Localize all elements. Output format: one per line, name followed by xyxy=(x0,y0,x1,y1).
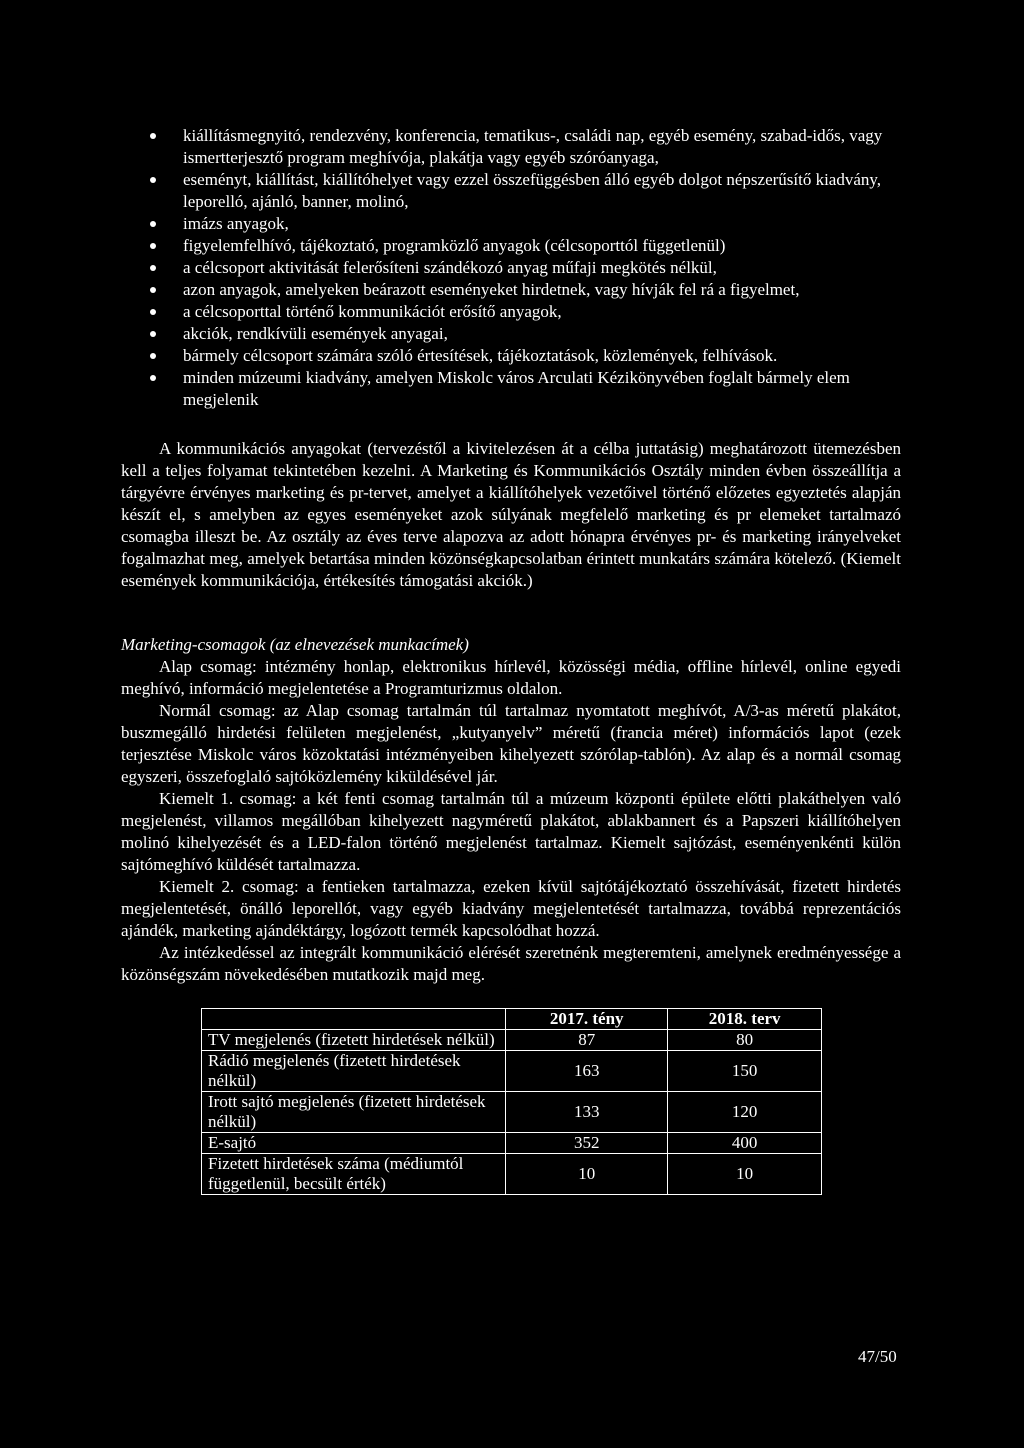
table-cell-2018: 150 xyxy=(668,1051,822,1092)
package-paragraph-basic: Alap csomag: intézmény honlap, elektronikus hírlevél, közösségi média, offline hírlevél, online egyedi meghívó, információ megjelentetése a Programturizmus oldalon. xyxy=(121,657,901,698)
table-row-label: TV megjelenés (fizetett hirdetések nélkül) xyxy=(202,1030,506,1051)
table-row xyxy=(202,1154,822,1195)
table-row-label: Fizetett hirdetések száma (médiumtól függetlenül, becsült érték) xyxy=(202,1154,506,1195)
table-row xyxy=(202,1051,822,1092)
list-item-text: figyelemfelhívó, tájékoztató, programközlő anyagok (célcsoporttól függetlenül) xyxy=(183,236,726,255)
bullet-icon xyxy=(150,221,156,227)
table-cell-2017: 87 xyxy=(506,1030,668,1051)
table-header-row xyxy=(202,1009,822,1030)
table-row xyxy=(202,1092,822,1133)
communication-paragraph-block xyxy=(121,438,901,592)
list-item-text: akciók, rendkívüli események anyagai, xyxy=(183,324,448,343)
page-number: 47/50 xyxy=(858,1347,897,1366)
list-item-text: imázs anyagok, xyxy=(183,214,289,233)
list-item xyxy=(150,323,910,345)
list-item-text: eseményt, kiállítást, kiállítóhelyet vagy ezzel összefüggésben álló egyéb dolgot népszerűsítő kiadvány, leporelló, ajánló, banner, molinó, xyxy=(183,170,882,211)
bullet-icon xyxy=(150,177,156,183)
package-paragraph-featured-1: Kiemelt 1. csomag: a két fenti csomag tartalmán túl a múzeum központi épülete előtti plakáthelyen való megjelenést, villamos megállóban kihelyezett nagyméretű plakátot, ablakbannert és a Papszeri kiállítóhelyen molinó kihelyezését és a LED-falon történő megjelenést tartalmaz. Kiemelt sajtózást, eseményenkénti külön sajtómeghívó küldését tartalmazza. xyxy=(121,789,901,874)
list-item-text: bármely célcsoport számára szóló értesítések, tájékoztatások, közlemények, felhívások. xyxy=(183,346,778,365)
bullet-icon xyxy=(150,309,156,315)
list-item xyxy=(150,125,910,169)
list-item-text: a célcsoporttal történő kommunikációt erősítő anyagok, xyxy=(183,302,562,321)
list-item-text: a célcsoport aktivitását felerősíteni szándékozó anyag műfaji megkötés nélkül, xyxy=(183,258,717,277)
media-stats-table xyxy=(201,1008,822,1195)
table-cell-2018: 10 xyxy=(668,1154,822,1195)
list-item-text: azon anyagok, amelyeken beárazott eseményeket hirdetnek, vagy hívják fel rá a figyelmet, xyxy=(183,280,800,299)
packages-heading: Marketing-csomagok (az elnevezések munkacímek) xyxy=(121,635,469,654)
bullet-icon xyxy=(150,287,156,293)
list-item xyxy=(150,257,910,279)
table-cell-2018: 80 xyxy=(668,1030,822,1051)
marketing-packages-section xyxy=(121,634,901,986)
table-row xyxy=(202,1133,822,1154)
table-cell-2017: 352 xyxy=(506,1133,668,1154)
table-row-label: Rádió megjelenés (fizetett hirdetések nélkül) xyxy=(202,1051,506,1092)
package-paragraph-featured-2: Kiemelt 2. csomag: a fentieken tartalmazza, ezeken kívül sajtótájékoztató összehívását, fizetett hirdetés megjelentetését, önálló leporellót, vagy egyéb kiadvány megjelentetését tartalmazza, továbbá reprezentációs ajándék, marketing ajándéktárgy, logózott termék kapcsolódhat hozzá. xyxy=(121,877,901,940)
list-item-text: minden múzeumi kiadvány, amelyen Miskolc város Arculati Kézikönyvében foglalt bármely elem megjelenik xyxy=(183,368,850,409)
list-item-text: kiállításmegnyitó, rendezvény, konferencia, tematikus-, családi nap, egyéb esemény, szabad-idős, vagy ismertterjesztő program meghívója, plakátja vagy egyéb szóróanyaga, xyxy=(183,126,883,167)
table-cell-2017: 163 xyxy=(506,1051,668,1092)
bullet-icon xyxy=(150,375,156,381)
table-cell-2017: 133 xyxy=(506,1092,668,1133)
list-item xyxy=(150,301,910,323)
table-row xyxy=(202,1030,822,1051)
table-header-empty xyxy=(202,1009,506,1030)
bullet-icon xyxy=(150,133,156,139)
communication-paragraph: A kommunikációs anyagokat (tervezéstől a kivitelezésen át a célba juttatásig) meghatározott ütemezésben kell a teljes folyamat tekintetében kezelni. A Marketing és Kommunikációs Osztály minden évben összeállítja a tárgyévre érvényes marketing és pr-tervet, amelyet a kiállítóhelyek vezetőivel történő előzetes egyeztetés alapján készít el, s amelyben az egyes eseményeket azok súlyának megfelelő marketing és pr elemeket tartalmazó csomagba illeszt be. Az osztály az éves terve alapozva az adott hónapra érvényes pr- és marketing irányelveket fogalmazhat meg, amelyek betartása minden közönségkapcsolatban érintett munkatárs számára kötelező. (Kiemelt események kommunikációja, értékesítés támogatási akciók.) xyxy=(121,439,901,590)
list-item xyxy=(150,345,910,367)
bullet-list xyxy=(150,125,910,411)
bullet-icon xyxy=(150,243,156,249)
closing-paragraph: Az intézkedéssel az integrált kommunikáció elérését szeretnénk megteremteni, amelynek eredményessége a közönségszám növekedésében mutatkozik majd meg. xyxy=(121,943,901,984)
table-row-label: Irott sajtó megjelenés (fizetett hirdetések nélkül) xyxy=(202,1092,506,1133)
table-cell-2018: 400 xyxy=(668,1133,822,1154)
list-item xyxy=(150,235,910,257)
table-row-label: E-sajtó xyxy=(202,1133,506,1154)
list-item xyxy=(150,279,910,301)
table-header-2018: 2018. terv xyxy=(668,1009,822,1030)
list-item xyxy=(150,213,910,235)
table-cell-2017: 10 xyxy=(506,1154,668,1195)
bullet-icon xyxy=(150,353,156,359)
list-item xyxy=(150,367,910,411)
bullet-icon xyxy=(150,331,156,337)
table-header-2017: 2017. tény xyxy=(506,1009,668,1030)
package-paragraph-normal: Normál csomag: az Alap csomag tartalmán túl tartalmaz nyomtatott meghívót, A/3-as méretű plakátot, buszmegálló hirdetési felületen megjelenést, „kutyanyelv” méretű (francia méret) információs lapot (ezek terjesztése Miskolc város közoktatási intézményeiben kihelyezett szórólap-tablón). Az alap és a normál csomag egyszeri, összefoglaló sajtóközlemény kiküldésével jár. xyxy=(121,701,901,786)
table-cell-2018: 120 xyxy=(668,1092,822,1133)
list-item xyxy=(150,169,910,213)
bullet-icon xyxy=(150,265,156,271)
